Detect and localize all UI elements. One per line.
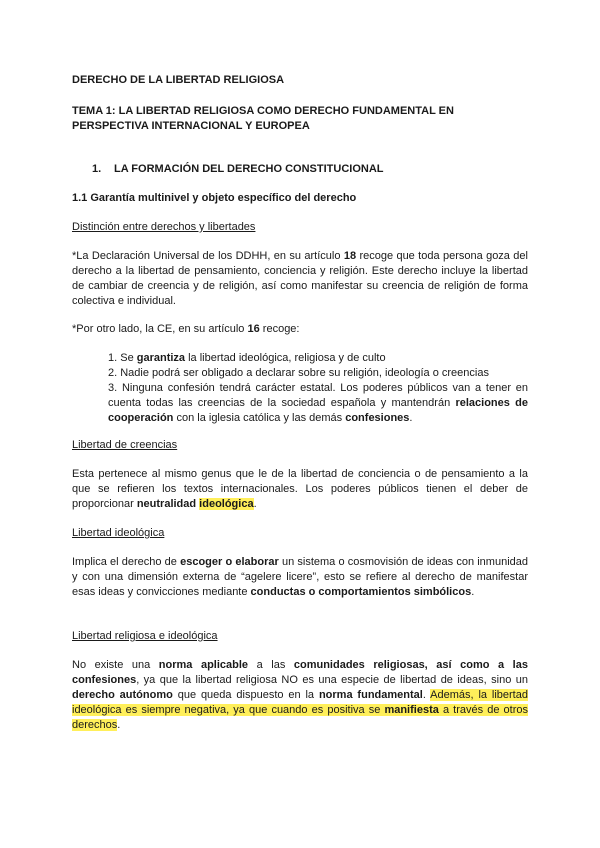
bold-run: garantiza (136, 352, 186, 364)
highlighted-bold-run: manifiesta (384, 704, 439, 716)
text-run: recoge que toda persona goza del derecho a la libertad de pensamiento, conciencia y religión. Este derecho incluye la libertad de cambiar de creencia y de religión, así como manifestar su creencia de religión de forma colectiva e individual. (72, 250, 528, 307)
tema-heading-line1: TEMA 1: LA LIBERTAD RELIGIOSA COMO DERECHO FUNDAMENTAL EN (72, 105, 454, 117)
paragraph-religiosa-ideologica (72, 658, 528, 733)
bold-run: conductas o comportamientos simbólicos (250, 586, 472, 598)
list-item: 2. Nadie podrá ser obligado a declarar sobre su religión, ideología o creencias (108, 367, 489, 379)
text-run: que queda dispuesto en la (172, 689, 319, 701)
highlighted-bold-run: ideológica (199, 498, 254, 510)
highlighted-run: Además, la libertad ideológica es siempre negativa, ya que cuando es positiva se (72, 689, 528, 716)
bold-run: derecho autónomo (72, 689, 173, 701)
bold-run: relaciones de cooperación (108, 397, 528, 424)
text-run: . (409, 412, 413, 424)
text-run: , ya que la libertad religiosa NO es una especie de libertad de ideas, sino un (136, 674, 528, 686)
list-item (108, 381, 528, 426)
text-run: . (471, 586, 475, 598)
paragraph-creencias (72, 467, 528, 512)
article-16-list (108, 351, 528, 426)
document-title: DERECHO DE LA LIBERTAD RELIGIOSA (72, 74, 285, 86)
text-run: 1. Se (108, 352, 137, 364)
text-run: recoge: (259, 323, 300, 335)
bold-run: norma aplicable (158, 659, 249, 671)
text-run: con la iglesia católica y las demás (173, 412, 346, 424)
text-run: Implica el derecho de (72, 556, 181, 568)
heading-creencias: Libertad de creencias (72, 439, 178, 451)
section-number: 1. (92, 163, 102, 175)
text-run: . (422, 689, 431, 701)
paragraph-ideologica (72, 555, 528, 600)
highlighted-run: a través de otros derechos (72, 704, 528, 731)
text-run: . (117, 719, 121, 731)
heading-distincion: Distinción entre derechos y libertades (72, 221, 256, 233)
text-run: *Por otro lado, la CE, en su artículo (72, 323, 248, 335)
heading-ideologica: Libertad ideológica (72, 527, 165, 539)
bold-run: 18 (343, 250, 357, 262)
tema-heading-line2: PERSPECTIVA INTERNACIONAL Y EUROPEA (72, 120, 310, 132)
paragraph-ce (72, 322, 528, 337)
heading-religiosa-ideologica: Libertad religiosa e ideológica (72, 630, 218, 642)
section-title: LA FORMACIÓN DEL DERECHO CONSTITUCIONAL (114, 163, 384, 175)
text-run: a las (248, 659, 294, 671)
text-run: . (253, 498, 257, 510)
text-run: la libertad ideológica, religiosa y de culto (185, 352, 386, 364)
tema-heading (72, 104, 528, 134)
text-run: *La Declaración Universal de los DDHH, en su artículo (72, 250, 344, 262)
bold-run: 16 (247, 323, 260, 335)
section-heading (92, 162, 528, 177)
text-run: 3. Ninguna confesión tendrá carácter estatal. Los poderes públicos van a tener en cuenta todas las creencias de la sociedad española y mantendrán (108, 382, 528, 409)
bold-run: comunidades religiosas, así como a las confesiones (72, 659, 528, 686)
bold-run: neutralidad (136, 498, 200, 510)
subsection-heading: 1.1 Garantía multinivel y objeto específico del derecho (72, 192, 357, 204)
bold-run: escoger o elaborar (180, 556, 279, 568)
text-run: Esta pertenece al mismo genus que le de la libertad de conciencia o de pensamiento a la que se refieren los textos internacionales. Los poderes públicos tienen el deber de proporcionar (72, 468, 528, 510)
text-run: No existe una (72, 659, 159, 671)
bold-run: norma fundamental (318, 689, 423, 701)
bold-run: confesiones (345, 412, 410, 424)
list-item (108, 351, 528, 366)
paragraph-ddhh (72, 249, 528, 309)
text-run: un sistema o cosmovisión de ideas con inmunidad y con una dimensión externa de “agelere licere”, esto se refiere al derecho de manifestar esas ideas y convicciones mediante (72, 556, 528, 598)
